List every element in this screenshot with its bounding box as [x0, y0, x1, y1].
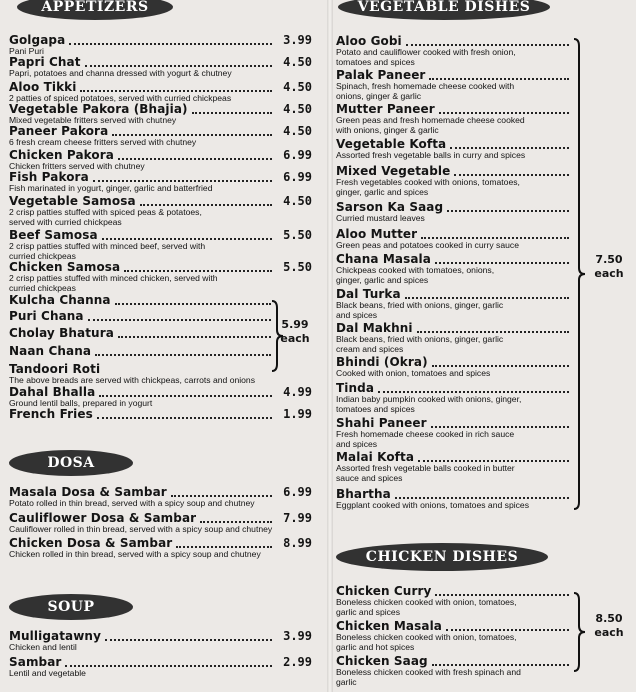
item-description: Fresh vegetables cooked with onions, tomatoes, [336, 177, 520, 187]
item-price: 3.99 [283, 33, 312, 47]
item-name: Beef Samosa [9, 228, 98, 242]
item-price: 4.50 [283, 55, 312, 69]
item-name: Golgapa [9, 33, 66, 47]
bread-item [9, 293, 271, 305]
menu-item [336, 654, 571, 666]
chicken-price [588, 612, 630, 640]
item-name: Chicken Dosa & Sambar [9, 536, 173, 550]
dot-leader [454, 174, 569, 176]
dot-leader [88, 319, 271, 321]
item-price: 8.99 [283, 536, 312, 550]
item-description: 2 patties of spiced potatoes, served with curried chickpeas [9, 93, 232, 103]
dot-leader [115, 303, 271, 305]
item-description: garlic and hot spices [336, 642, 415, 652]
menu-item [9, 385, 312, 397]
menu-item [336, 164, 571, 176]
item-price: 4.50 [283, 80, 312, 94]
item-description: Chicken and lentil [9, 642, 77, 652]
menu-item [9, 170, 312, 182]
item-description: 6 fresh cream cheese fritters served with chutney [9, 137, 197, 147]
menu-item [336, 137, 571, 149]
menu-item [9, 148, 312, 160]
menu-item [336, 487, 571, 499]
appetizers-heading: APPETIZERS [17, 0, 173, 20]
dot-leader [406, 44, 569, 46]
item-name: Tinda [336, 381, 375, 395]
item-description: Green peas and fresh homemade cheese cooked [336, 115, 525, 125]
item-description: Potato and cauliflower cooked with fresh onion, [336, 47, 516, 57]
item-price: 5.50 [283, 228, 312, 242]
item-description: Boneless chicken cooked with onion, tomatoes, [336, 632, 517, 642]
chicken-price-each: each [594, 626, 624, 639]
item-name: Malai Kofta [336, 450, 415, 464]
item-name: Aloo Tikki [9, 80, 77, 94]
dot-leader [378, 391, 569, 393]
menu-item [9, 536, 312, 548]
item-name: Mutter Paneer [336, 102, 435, 116]
item-description: Potato rolled in thin bread, served with a spicy soup and chutney [9, 498, 255, 508]
menu-item [336, 416, 571, 428]
vegetable-dishes-heading: VEGETABLE DISHES [338, 0, 550, 20]
item-name: Naan Chana [9, 344, 92, 358]
dot-leader [95, 354, 271, 356]
item-description: Chickpeas cooked with tomatoes, onions, [336, 265, 495, 275]
item-description: onions, ginger & garlic [336, 91, 422, 101]
dot-leader [405, 297, 569, 299]
item-price: 6.99 [283, 148, 312, 162]
item-name: Bhartha [336, 487, 391, 501]
menu-item [9, 33, 312, 45]
item-name: Chicken Samosa [9, 260, 121, 274]
dot-leader [446, 629, 569, 631]
item-description: 2 crisp patties stuffed with minced beef, served with [9, 241, 206, 251]
menu-item [9, 102, 312, 114]
vegetable-price-value: 7.50 [595, 253, 623, 266]
dot-leader [124, 270, 272, 272]
item-price: 4.50 [283, 194, 312, 208]
item-name: Aloo Gobi [336, 34, 402, 48]
item-description: curried chickpeas [9, 251, 76, 261]
item-description: cream and spices [336, 344, 404, 354]
item-price: 6.99 [283, 485, 312, 499]
item-description: 2 crisp patties stuffed with minced chicken, served with [9, 273, 218, 283]
item-description: Eggplant cooked with onions, tomatoes and spices [336, 500, 530, 510]
item-description: Black beans, fried with onions, ginger, garlic [336, 334, 504, 344]
item-name: Aloo Mutter [336, 227, 418, 241]
chicken-brace [573, 592, 587, 672]
dot-leader [450, 147, 569, 149]
item-name: Cholay Bhatura [9, 326, 114, 340]
item-name: Vegetable Pakora (Bhajia) [9, 102, 188, 116]
item-description: Assorted fresh vegetable balls in curry and spices [336, 150, 526, 160]
menu-item [336, 200, 571, 212]
item-name: Bhindi (Okra) [336, 355, 428, 369]
menu-item [336, 584, 571, 596]
item-name: Fish Pakora [9, 170, 89, 184]
item-name: Chicken Curry [336, 584, 432, 598]
menu-item [336, 252, 571, 264]
menu-item [336, 68, 571, 80]
menu-item [336, 34, 571, 46]
item-description: Boneless chicken cooked with onion, tomatoes, [336, 597, 517, 607]
item-name: Dahal Bhalla [9, 385, 96, 399]
menu-item [9, 80, 312, 92]
dot-leader [118, 336, 271, 338]
item-name: Papri Chat [9, 55, 81, 69]
dot-leader [432, 664, 569, 666]
item-price: 2.99 [283, 655, 312, 669]
item-name: Dal Makhni [336, 321, 413, 335]
item-name: Sambar [9, 655, 62, 669]
dot-leader [65, 665, 272, 667]
item-description: garlic and spices [336, 607, 401, 617]
dot-leader [105, 639, 272, 641]
dot-leader [447, 210, 569, 212]
item-name: Kulcha Channa [9, 293, 111, 307]
dot-leader [439, 112, 569, 114]
item-price: 4.99 [283, 385, 312, 399]
item-description: served with curried chickpeas [9, 217, 122, 227]
item-name: Puri Chana [9, 309, 84, 323]
dot-leader [431, 426, 569, 428]
item-description: Black beans, fried with onions, ginger, garlic [336, 300, 504, 310]
item-name: Chicken Masala [336, 619, 442, 633]
breads-price [277, 318, 313, 346]
item-name: Chicken Saag [336, 654, 428, 668]
vegetable-price [588, 253, 630, 281]
item-description: and spices [336, 310, 378, 320]
page-fold [327, 0, 333, 692]
dosa-heading: DOSA [9, 450, 133, 476]
dot-leader [421, 237, 569, 239]
menu-item [336, 287, 571, 299]
item-description: Green peas and potatoes cooked in curry sauce [336, 240, 519, 250]
item-description: tomatoes and spices [336, 57, 415, 67]
bread-item [9, 326, 271, 338]
dot-leader [417, 331, 569, 333]
menu-item [9, 124, 312, 136]
dot-leader [102, 238, 272, 240]
item-name: French Fries [9, 407, 93, 421]
menu-item [336, 381, 571, 393]
dot-leader [69, 43, 272, 45]
menu-item [9, 228, 312, 240]
item-price: 1.99 [283, 407, 312, 421]
item-description: and spices [336, 439, 378, 449]
item-description: Fresh homemade cheese cooked in rich sauce [336, 429, 515, 439]
item-name: Paneer Pakora [9, 124, 109, 138]
menu-item [9, 260, 312, 272]
dot-leader [112, 134, 272, 136]
item-description: Papri, potatoes and channa dressed with yogurt & chutney [9, 68, 232, 78]
item-description: sauce and spices [336, 473, 403, 483]
menu-item [9, 485, 312, 497]
dot-leader [93, 180, 272, 182]
item-name: Vegetable Kofta [336, 137, 447, 151]
breads-note: The above breads are served with chickpeas, carrots and onions [9, 375, 256, 385]
dot-leader [435, 262, 569, 264]
item-name: Cauliflower Dosa & Sambar [9, 511, 197, 525]
item-name: Vegetable Samosa [9, 194, 136, 208]
dot-leader [97, 417, 272, 419]
dot-leader [140, 204, 272, 206]
item-price: 6.99 [283, 170, 312, 184]
dot-leader [118, 158, 272, 160]
menu-item [336, 355, 571, 367]
bread-item [9, 309, 271, 321]
item-description: Chicken fritters served with chutney [9, 161, 145, 171]
item-description: ginger, garlic and spices [336, 187, 429, 197]
item-description: Ground lentil balls, prepared in yogurt [9, 398, 153, 408]
item-name: Chicken Pakora [9, 148, 114, 162]
item-name: Shahi Paneer [336, 416, 427, 430]
dot-leader [171, 495, 272, 497]
bread-item [9, 362, 271, 374]
menu-item [336, 450, 571, 462]
item-description: ginger, garlic and spices [336, 275, 429, 285]
dot-leader [80, 90, 272, 92]
chicken-dishes-heading: CHICKEN DISHES [336, 543, 548, 571]
menu-item [336, 321, 571, 333]
item-description: 2 crisp patties stuffed with spiced peas & potatoes, [9, 207, 202, 217]
item-price: 3.99 [283, 629, 312, 643]
item-description: Mixed vegetable fritters served with chutney [9, 115, 177, 125]
item-name: Sarson Ka Saag [336, 200, 444, 214]
item-description: Cauliflower rolled in thin bread, served with a spicy soup and chutney [9, 524, 273, 534]
item-name: Dal Turka [336, 287, 401, 301]
item-description: with onions, ginger & garlic [336, 125, 439, 135]
chicken-price-value: 8.50 [595, 612, 623, 625]
item-name: Chana Masala [336, 252, 431, 266]
dot-leader [99, 395, 272, 397]
item-price: 5.50 [283, 260, 312, 274]
soup-heading: SOUP [9, 594, 133, 620]
menu-item [336, 102, 571, 114]
item-description: Spinach, fresh homemade cheese cooked with [336, 81, 515, 91]
breads-price-each: each [280, 332, 310, 345]
item-price: 4.50 [283, 102, 312, 116]
menu-item [9, 629, 312, 641]
dot-leader [85, 65, 272, 67]
dot-leader [435, 594, 569, 596]
dot-leader [418, 460, 569, 462]
item-description: Fish marinated in yogurt, ginger, garlic and batterfried [9, 183, 213, 193]
dot-leader [395, 497, 569, 499]
menu-item [9, 55, 312, 67]
item-price: 4.50 [283, 124, 312, 138]
dot-leader [192, 112, 272, 114]
item-name: Tandoori Roti [9, 362, 101, 376]
menu-item [9, 407, 312, 419]
dot-leader [429, 78, 569, 80]
item-price: 7.99 [283, 511, 312, 525]
item-description: tomatoes and spices [336, 404, 415, 414]
menu-item [9, 194, 312, 206]
menu-item [9, 655, 312, 667]
item-name: Masala Dosa & Sambar [9, 485, 167, 499]
item-name: Palak Paneer [336, 68, 426, 82]
menu-item [9, 511, 312, 523]
vegetable-price-each: each [594, 267, 624, 280]
item-description: Boneless chicken cooked with fresh spinach and [336, 667, 521, 677]
dot-leader [200, 521, 272, 523]
item-description: Assorted fresh vegetable balls cooked in butter [336, 463, 515, 473]
dot-leader [176, 546, 272, 548]
item-description: Lentil and vegetable [9, 668, 86, 678]
breads-price-value: 5.99 [281, 318, 309, 331]
menu-item [336, 619, 571, 631]
item-name: Mixed Vegetable [336, 164, 451, 178]
item-description: Chicken rolled in thin bread, served with a spicy soup and chutney [9, 549, 261, 559]
item-description: garlic [336, 677, 357, 687]
dot-leader [432, 365, 569, 367]
item-description: Curried mustard leaves [336, 213, 425, 223]
item-description: curried chickpeas [9, 283, 76, 293]
item-description: Pani Puri [9, 46, 44, 56]
item-description: Indian baby pumpkin cooked with onions, ginger, [336, 394, 522, 404]
item-description: Cooked with onion, tomatoes and spices [336, 368, 491, 378]
menu-item [336, 227, 571, 239]
item-name: Mulligatawny [9, 629, 101, 643]
bread-item [9, 344, 271, 356]
vegetable-brace [573, 38, 587, 510]
